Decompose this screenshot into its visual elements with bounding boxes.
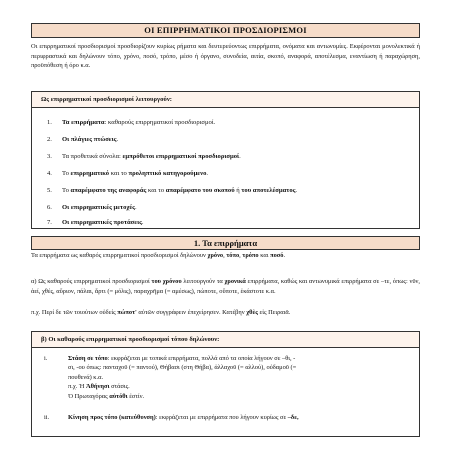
functions-box-heading: Ως επιρρηματικοί προσδιορισμοί λειτουργούν:	[32, 92, 419, 108]
example-paragraph: π.χ. Περί δε τῶν τοιούτων οὐδείς πώποτ' αὐτῶν συγγράφειν ἐπεχείρησεν. Κατέβην χθὲς εἰς Πειραιᾶ.	[31, 309, 291, 316]
page-title: ΟΙ ΕΠΙΡΡΗΜΑΤΙΚΟΙ ΠΡΟΣΔΙΟΡΙΣΜΟΙ	[31, 23, 420, 38]
place-adverbs-box	[31, 331, 420, 437]
list-item: 2. Οι πλάγιες πτώσεις.	[47, 136, 119, 143]
list-item: 7. Οι επιρρηματικές προτάσεις.	[47, 219, 144, 226]
section-heading: 1. Τα επιρρήματα	[31, 236, 420, 250]
list-item: 1. Τα επιρρήματα: καθαρούς επιρρηματικοί προσδιορισμοί.	[47, 119, 216, 126]
time-adverbs-paragraph: α) Ως καθαρούς επιρρηματικοί προσδιορισμοί του χρόνου λειτουργούν τα χρονικά επιρρήματα, καθώς και αντωνυμικά επιρρήματα σε –τε, όπως: νῦν, ἀεί, χθές, αὔριον, πάλαι, ἄρτι (= μόλις), παραχρῆμα (= αμέσως), πώποτε, οὔποτε, ἑκάστοτε κ.α.	[31, 278, 421, 295]
list-item: ii. Κίνηση προς τόπο (κατεύθυνση): εκφράζεται με επιρρήματα που λήγουν κυρίως σε –δε,	[44, 414, 299, 421]
place-adverbs-box-heading: β) Οι καθαρούς επιρρηματικοί προσδιορισμοί τόπου δηλώνουν:	[32, 332, 419, 348]
functions-box	[31, 91, 420, 229]
list-item: 3. Τα προθετικά σύνολα: εμπρόθετοι επιρρηματικοί προσδιορισμοί.	[47, 153, 241, 160]
list-item: 4. Το επιρρηματικό και το προληπτικό κατηγορούμενο.	[47, 170, 209, 177]
intro-paragraph: Οι επιρρηματικοί προσδιορισμοί προσδιορίζουν κυρίως ρήματα και δευτερεύοντως επιρρήματα, ονόματα και αντωνυμίες. Εκφέρονται μονολεκτικά ή περιφραστικά και δηλώνουν τόπο, χρόνο, ποσό, τρόπο, μέσο ή όργανο, συνοδεία, αιτία, σκοπό, αναφορά, αποτέλεσμα, εναντίωση ή παραχώρηση, προϋπόθεση ή όρο κ.α.	[31, 43, 420, 70]
list-item: 5. Το απαρέμφατο της αναφοράς και το απαρέμφατο του σκοπού ή του αποτελέσματος.	[47, 187, 298, 194]
adverbs-paragraph: Τα επιρρήματα ως καθαρός επιρρηματικοί προσδιορισμοί δηλώνουν χρόνο, τόπο, τρόπο και ποσό.	[31, 252, 286, 259]
list-item: i. Στάση σε τόπο: εκφράζεται με τοπικά επιρρήματα, πολλά από τα οποία λήγουν σε –θι, - σι, -ου όπως: πανταχοῦ (= παντού), Θήβασι (στη Θήβα), ἀλλαχοῦ (= αλλού), οὐδαμοῦ (= πουθενά) κ.α. π.χ. Ἡ Ἀθήνησι στάσις. Ὁ Πρωταγόρας αὐτόθι ἐστίν.	[44, 355, 297, 400]
list-item: 6. Οι επιρρηματικές μετοχές.	[47, 204, 137, 211]
